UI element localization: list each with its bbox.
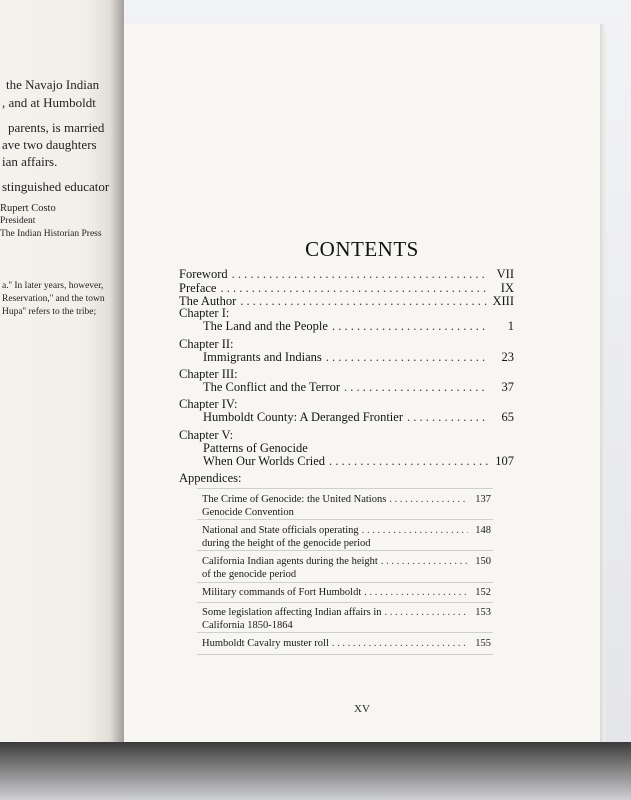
appendix-title: California Indian agents during the height: [202, 556, 378, 567]
left-page-gutter: [110, 0, 124, 742]
dot-leader: [344, 380, 488, 395]
chapter-title-line: Patterns of Genocide: [203, 441, 308, 455]
toc-entry-chapter-2[interactable]: [203, 350, 514, 364]
toc-entry-page: VII: [496, 267, 514, 281]
appendix-title: Military commands of Fort Humboldt: [202, 587, 362, 598]
toc-entry-page: 1: [507, 319, 514, 333]
appendices-heading: Appendices:: [179, 471, 242, 485]
toc-entry-page: 37: [501, 380, 514, 394]
appendix-title-cont: California 1850-1864: [202, 620, 293, 631]
appendix-title-cont: Genocide Convention: [202, 507, 294, 518]
page-stack-edge: [600, 30, 606, 742]
appendix-divider: [197, 488, 493, 489]
appendix-entry[interactable]: [202, 525, 491, 551]
dot-leader: [240, 294, 488, 309]
toc-entry-preface[interactable]: [179, 281, 514, 295]
appendix-page: 152: [475, 587, 491, 598]
toc-entry-chapter-5[interactable]: [203, 454, 514, 468]
appendix-page: 148: [475, 525, 491, 536]
left-text-line: the Navajo Indian: [6, 77, 100, 92]
dot-leader: [232, 267, 488, 282]
appendix-page: 155: [475, 638, 491, 649]
left-page: [0, 0, 124, 742]
left-text-line: ave two daughters: [2, 137, 97, 152]
left-text-line: stinguished educator: [2, 179, 110, 194]
toc-entry-label: Immigrants and Indians: [203, 350, 322, 364]
toc-entry-label: The Land and the People: [203, 319, 328, 333]
dot-leader: [362, 525, 468, 536]
toc-entry-label: Foreword: [179, 267, 228, 281]
appendix-title: Humboldt Cavalry muster roll: [202, 638, 329, 649]
chapter-number: Chapter V:: [179, 428, 234, 442]
toc-entry-foreword[interactable]: [179, 267, 514, 281]
signature-role: President: [0, 216, 36, 226]
appendix-title: National and State officials operating: [202, 525, 359, 536]
toc-entry-chapter-4[interactable]: [203, 410, 514, 424]
footnote-line: Reservation,'' and the town: [2, 294, 105, 304]
dot-leader: [332, 319, 488, 334]
appendix-entry[interactable]: [202, 638, 491, 651]
left-text-line: parents, is married: [8, 120, 105, 135]
footnote-line: a.'' In later years, however,: [2, 281, 104, 291]
appendix-title-cont: of the genocide period: [202, 569, 297, 580]
appendix-divider: [197, 519, 493, 520]
appendix-divider: [197, 602, 493, 603]
chapter-number: Chapter II:: [179, 337, 234, 351]
toc-entry-label: The Author: [179, 294, 237, 308]
appendix-entry[interactable]: [202, 587, 491, 600]
toc-entry-page: XIII: [492, 294, 514, 308]
appendix-divider: [197, 632, 493, 633]
toc-entry-label: The Conflict and the Terror: [203, 380, 341, 394]
dot-leader: [364, 587, 468, 598]
chapter-number: Chapter IV:: [179, 397, 238, 411]
footnote-line: Hupa'' refers to the tribe;: [2, 307, 97, 317]
dot-leader: [389, 494, 468, 505]
contents-page: [124, 24, 600, 742]
appendix-entry[interactable]: [202, 494, 491, 520]
appendix-title: Some legislation affecting Indian affairs in: [202, 607, 382, 618]
appendix-entry[interactable]: [202, 556, 491, 582]
toc-entry-chapter-3[interactable]: [203, 380, 514, 394]
toc-entry-page: 65: [501, 410, 514, 424]
dot-leader: [381, 556, 468, 567]
page-folio: XV: [354, 703, 370, 715]
appendix-page: 150: [475, 556, 491, 567]
toc-entry-label: Preface: [179, 281, 217, 295]
dot-leader: [329, 454, 488, 469]
signature-org: The Indian Historian Press: [0, 229, 102, 239]
signature-name: Rupert Costo: [0, 203, 56, 214]
appendix-divider: [197, 582, 493, 583]
toc-entry-label: When Our Worlds Cried: [203, 454, 326, 468]
contents-title: CONTENTS: [305, 237, 419, 261]
left-text-line: ian affairs.: [2, 154, 58, 169]
appendix-divider: [197, 550, 493, 551]
appendix-page: 153: [475, 607, 491, 618]
dot-leader: [407, 410, 488, 425]
appendix-divider: [197, 654, 493, 655]
dot-leader: [326, 350, 488, 365]
dot-leader: [385, 607, 468, 618]
chapter-number: Chapter I:: [179, 306, 230, 320]
toc-entry-page: 23: [501, 350, 514, 364]
book-shadow: [0, 742, 631, 800]
appendix-title: The Crime of Genocide: the United Nations: [202, 494, 387, 505]
toc-entry-page: 107: [495, 454, 514, 468]
toc-entry-label: Humboldt County: A Deranged Frontier: [203, 410, 403, 424]
appendix-title-cont: during the height of the genocide period: [202, 538, 371, 549]
chapter-number: Chapter III:: [179, 367, 238, 381]
appendix-page: 137: [475, 494, 491, 505]
toc-entry-page: IX: [500, 281, 514, 295]
left-text-line: , and at Humboldt: [2, 95, 96, 110]
appendix-entry[interactable]: [202, 607, 491, 633]
toc-entry-chapter-1[interactable]: [203, 319, 514, 333]
dot-leader: [332, 638, 468, 649]
